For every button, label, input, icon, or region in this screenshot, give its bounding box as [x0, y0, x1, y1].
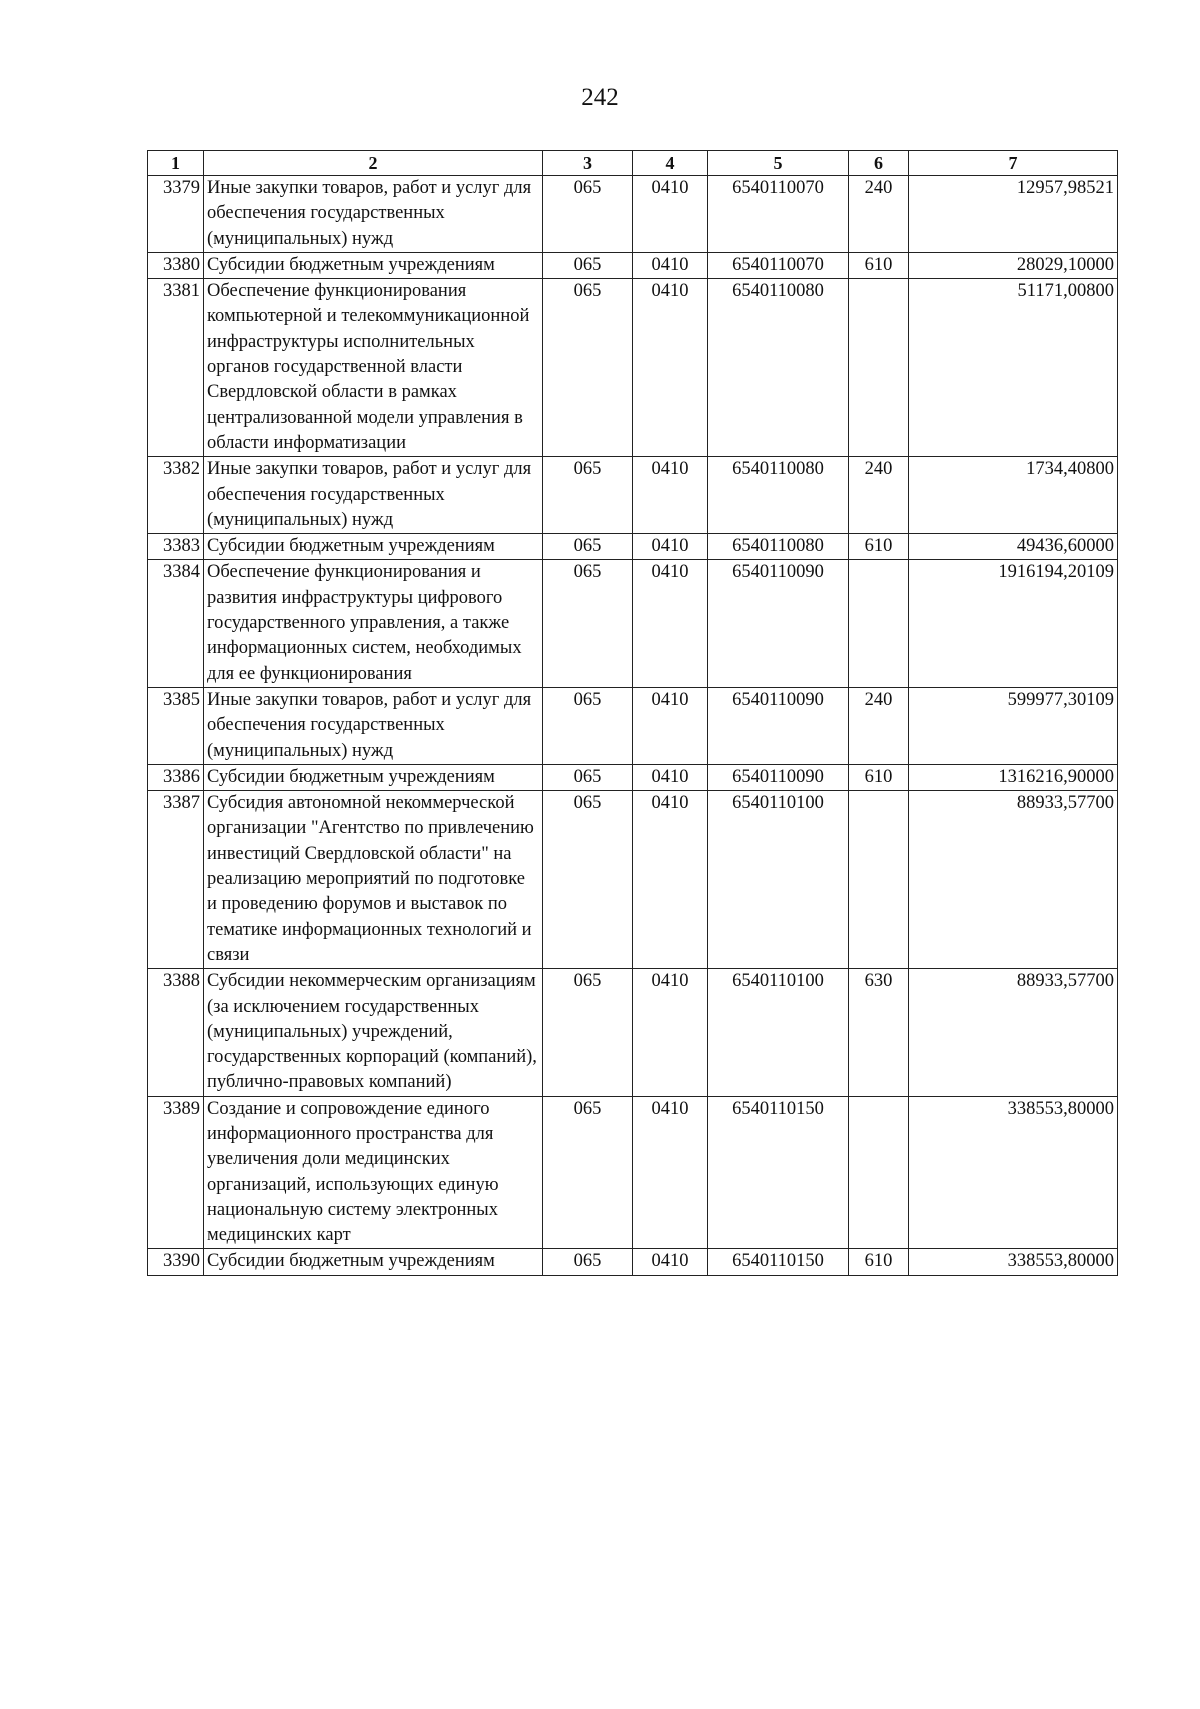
row-ministry-code-cell: 065 [543, 176, 633, 253]
row-number-cell: 3384 [148, 560, 204, 687]
row-description-cell: Иные закупки товаров, работ и услуг для обеспечения государственных (муниципальных) нужд [204, 457, 543, 534]
row-description-cell: Субсидии бюджетным учреждениям [204, 1249, 543, 1275]
header-col-3: 3 [543, 151, 633, 176]
row-section-code-cell: 0410 [633, 534, 708, 560]
row-ministry-code-cell: 065 [543, 279, 633, 457]
row-section-code-cell: 0410 [633, 1249, 708, 1275]
row-amount-cell: 49436,60000 [909, 534, 1118, 560]
row-section-code-cell: 0410 [633, 560, 708, 687]
row-target-code-cell: 6540110080 [708, 534, 849, 560]
row-amount-cell: 599977,30109 [909, 687, 1118, 764]
row-number-cell: 3386 [148, 764, 204, 790]
row-target-code-cell: 6540110090 [708, 687, 849, 764]
header-col-4: 4 [633, 151, 708, 176]
row-description-cell: Субсидии бюджетным учреждениям [204, 764, 543, 790]
row-ministry-code-cell: 065 [543, 687, 633, 764]
row-amount-cell: 88933,57700 [909, 791, 1118, 969]
table-row [148, 279, 1118, 457]
row-description-cell: Обеспечение функционирования и развития инфраструктуры цифрового государственного управления, а также информационных систем, необходимых для ее функционирования [204, 560, 543, 687]
row-expense-type-cell: 240 [849, 687, 909, 764]
row-description-cell: Субсидии бюджетным учреждениям [204, 534, 543, 560]
row-ministry-code-cell: 065 [543, 560, 633, 687]
row-expense-type-cell: 240 [849, 176, 909, 253]
row-amount-cell: 51171,00800 [909, 279, 1118, 457]
row-section-code-cell: 0410 [633, 457, 708, 534]
row-description-cell: Иные закупки товаров, работ и услуг для обеспечения государственных (муниципальных) нужд [204, 687, 543, 764]
page-number: 242 [581, 84, 619, 111]
row-number-cell: 3383 [148, 534, 204, 560]
header-col-6: 6 [849, 151, 909, 176]
row-section-code-cell: 0410 [633, 969, 708, 1096]
row-amount-cell: 1734,40800 [909, 457, 1118, 534]
row-number-cell: 3388 [148, 969, 204, 1096]
row-expense-type-cell: 610 [849, 1249, 909, 1275]
row-expense-type-cell: 610 [849, 764, 909, 790]
header-col-1: 1 [148, 151, 204, 176]
row-target-code-cell: 6540110070 [708, 252, 849, 278]
row-number-cell: 3389 [148, 1096, 204, 1249]
row-target-code-cell: 6540110100 [708, 791, 849, 969]
row-target-code-cell: 6540110100 [708, 969, 849, 1096]
row-target-code-cell: 6540110080 [708, 279, 849, 457]
row-description-cell: Обеспечение функционирования компьютерной и телекоммуникационной инфраструктуры исполнительных органов государственной власти Свердловской области в рамках централизованной модели управления в области информатизации [204, 279, 543, 457]
row-description-cell: Субсидии некоммерческим организациям (за исключением государственных (муниципальных) учреждений, государственных корпораций (компаний), публично-правовых компаний) [204, 969, 543, 1096]
row-expense-type-cell [849, 279, 909, 457]
row-target-code-cell: 6540110070 [708, 176, 849, 253]
header-col-2: 2 [204, 151, 543, 176]
row-ministry-code-cell: 065 [543, 1096, 633, 1249]
row-ministry-code-cell: 065 [543, 791, 633, 969]
row-target-code-cell: 6540110150 [708, 1249, 849, 1275]
row-expense-type-cell [849, 1096, 909, 1249]
row-target-code-cell: 6540110090 [708, 560, 849, 687]
row-amount-cell: 28029,10000 [909, 252, 1118, 278]
table-row [148, 560, 1118, 687]
header-col-7: 7 [909, 151, 1118, 176]
row-ministry-code-cell: 065 [543, 1249, 633, 1275]
row-section-code-cell: 0410 [633, 1096, 708, 1249]
row-amount-cell: 1316216,90000 [909, 764, 1118, 790]
budget-table [147, 150, 1118, 1276]
row-number-cell: 3381 [148, 279, 204, 457]
row-section-code-cell: 0410 [633, 791, 708, 969]
table-row [148, 176, 1118, 253]
table-row [148, 457, 1118, 534]
row-ministry-code-cell: 065 [543, 764, 633, 790]
row-number-cell: 3390 [148, 1249, 204, 1275]
table-row [148, 791, 1118, 969]
row-amount-cell: 88933,57700 [909, 969, 1118, 1096]
row-description-cell: Субсидии бюджетным учреждениям [204, 252, 543, 278]
row-number-cell: 3382 [148, 457, 204, 534]
row-ministry-code-cell: 065 [543, 969, 633, 1096]
row-section-code-cell: 0410 [633, 252, 708, 278]
row-amount-cell: 338553,80000 [909, 1249, 1118, 1275]
row-ministry-code-cell: 065 [543, 252, 633, 278]
table-row [148, 534, 1118, 560]
row-amount-cell: 1916194,20109 [909, 560, 1118, 687]
header-col-5: 5 [708, 151, 849, 176]
row-number-cell: 3379 [148, 176, 204, 253]
row-ministry-code-cell: 065 [543, 457, 633, 534]
table-row [148, 252, 1118, 278]
row-expense-type-cell: 630 [849, 969, 909, 1096]
row-number-cell: 3380 [148, 252, 204, 278]
row-description-cell: Создание и сопровождение единого информационного пространства для увеличения доли медицинских организаций, использующих единую национальную систему электронных медицинских карт [204, 1096, 543, 1249]
row-section-code-cell: 0410 [633, 687, 708, 764]
row-section-code-cell: 0410 [633, 176, 708, 253]
row-section-code-cell: 0410 [633, 764, 708, 790]
row-ministry-code-cell: 065 [543, 534, 633, 560]
row-target-code-cell: 6540110080 [708, 457, 849, 534]
row-expense-type-cell [849, 560, 909, 687]
table-row [148, 687, 1118, 764]
row-amount-cell: 12957,98521 [909, 176, 1118, 253]
table-row [148, 969, 1118, 1096]
row-section-code-cell: 0410 [633, 279, 708, 457]
table-row [148, 764, 1118, 790]
row-description-cell: Субсидия автономной некоммерческой организации "Агентство по привлечению инвестиций Свердловской области" на реализацию мероприятий по подготовке и проведению форумов и выставок по тематике информационных технологий и связи [204, 791, 543, 969]
table-row [148, 1249, 1118, 1275]
table-row [148, 1096, 1118, 1249]
row-expense-type-cell: 240 [849, 457, 909, 534]
row-target-code-cell: 6540110150 [708, 1096, 849, 1249]
row-description-cell: Иные закупки товаров, работ и услуг для обеспечения государственных (муниципальных) нужд [204, 176, 543, 253]
row-expense-type-cell: 610 [849, 252, 909, 278]
row-amount-cell: 338553,80000 [909, 1096, 1118, 1249]
row-target-code-cell: 6540110090 [708, 764, 849, 790]
row-number-cell: 3387 [148, 791, 204, 969]
row-number-cell: 3385 [148, 687, 204, 764]
row-expense-type-cell [849, 791, 909, 969]
header-row [148, 151, 1118, 176]
row-expense-type-cell: 610 [849, 534, 909, 560]
